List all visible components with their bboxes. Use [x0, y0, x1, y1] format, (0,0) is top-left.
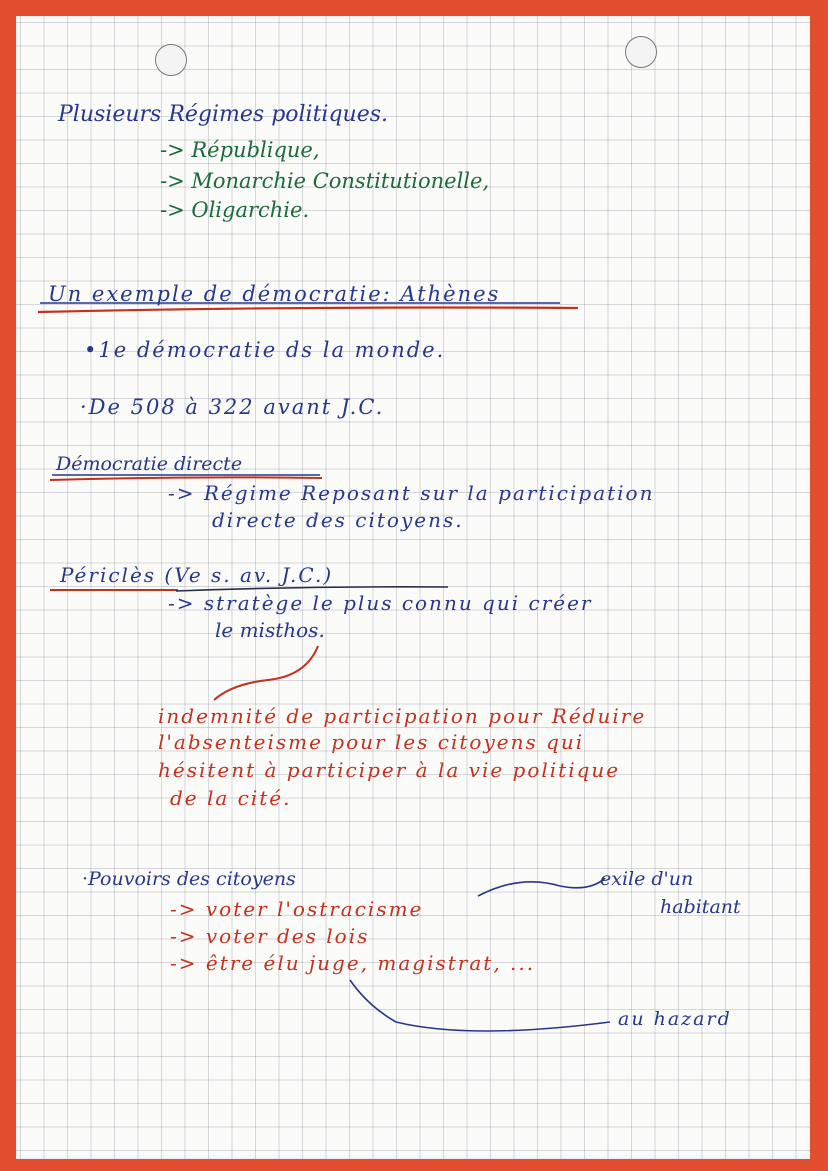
pericles-line1: -> stratège le plus connu qui créer — [168, 591, 593, 615]
regime-item-monarchie: -> Monarchie Constitutionelle, — [160, 169, 490, 193]
heading-citizen-powers: ·Pouvoirs des citoyens — [82, 868, 296, 890]
misthos-definition-line4: de la cité. — [170, 786, 292, 810]
note-exile-line1: exile d'un — [600, 868, 694, 890]
heading-pericles: Périclès (Ve s. av. J.C.) — [60, 563, 334, 587]
heading-direct-democracy: Démocratie directe — [56, 453, 243, 475]
misthos-definition-line3: hésitent à participer à la vie politique — [158, 758, 621, 782]
regime-item-oligarchie: -> Oligarchie. — [160, 198, 310, 222]
binder-hole-right — [625, 36, 657, 68]
regime-item-republique: -> République, — [160, 138, 320, 162]
note-au-hazard: au hazard — [618, 1008, 732, 1030]
bullet-first-democracy: •1e démocratie ds la monde. — [84, 338, 446, 362]
direct-democracy-definition-line1: -> Régime Reposant sur la participation — [168, 481, 655, 505]
direct-democracy-definition-line2: directe des citoyens. — [212, 508, 464, 532]
misthos-definition-line2: l'absenteisme pour les citoyens qui — [158, 730, 585, 754]
misthos-definition-line1: indemnité de participation pour Réduire — [158, 704, 647, 728]
power-item-ostracisme: -> voter l'ostracisme — [170, 897, 424, 921]
title-regimes: Plusieurs Régimes politiques. — [58, 102, 389, 127]
heading-example-athenes: Un exemple de démocratie: Athènes — [48, 282, 501, 306]
binder-hole-left — [155, 44, 187, 76]
power-item-elu: -> être élu juge, magistrat, ... — [170, 951, 536, 975]
bullet-dates: ·De 508 à 322 avant J.C. — [80, 395, 385, 419]
pericles-line2: le misthos. — [215, 618, 325, 642]
power-item-lois: -> voter des lois — [170, 924, 370, 948]
note-exile-line2: habitant — [660, 896, 741, 918]
